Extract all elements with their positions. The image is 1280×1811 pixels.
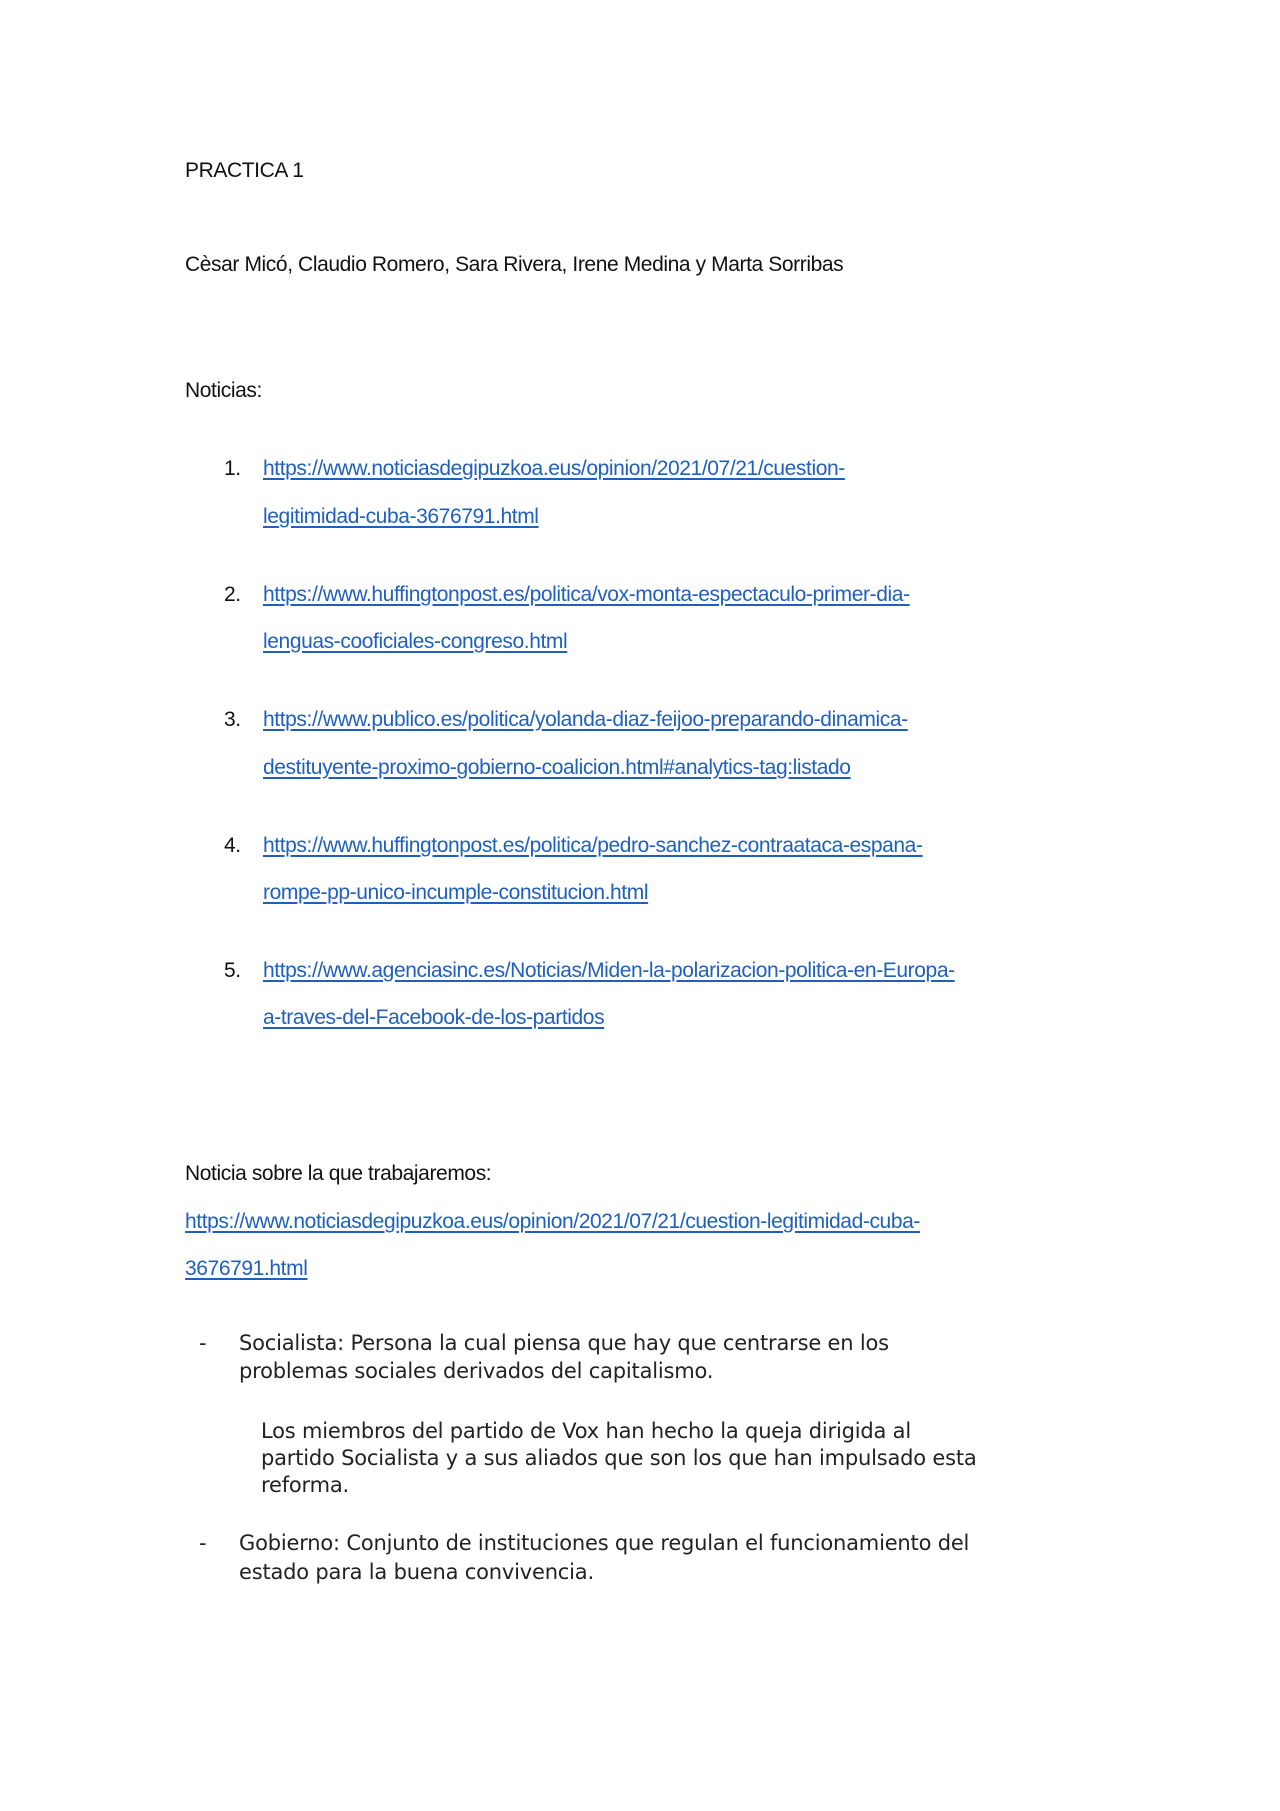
news-link-1-cont[interactable]: legitimidad-cuba-3676791.html (263, 505, 539, 528)
news-link-4[interactable]: https://www.huffingtonpost.es/politica/pedro-sanchez-contraataca-espana- (263, 834, 923, 857)
list-number: 3. (224, 708, 241, 731)
note-paragraph: Los miembros del partido de Vox han hecho la queja dirigida al (261, 1419, 911, 1443)
definition-socialista: Socialista: Persona la cual piensa que hay que centrarse en los (239, 1331, 889, 1355)
list-number: 4. (224, 834, 241, 857)
document-title: PRACTICA 1 (185, 159, 304, 182)
selected-news-link-cont[interactable]: 3676791.html (185, 1257, 308, 1280)
selected-news-link[interactable]: https://www.noticiasdegipuzkoa.eus/opinion/2021/07/21/cuestion-legitimidad-cuba- (185, 1210, 920, 1233)
bullet-dash: - (199, 1331, 207, 1355)
news-heading: Noticias: (185, 379, 262, 402)
news-link-2[interactable]: https://www.huffingtonpost.es/politica/vox-monta-espectaculo-primer-dia- (263, 583, 910, 606)
note-paragraph-cont: reforma. (261, 1473, 349, 1497)
bullet-dash: - (199, 1531, 207, 1555)
news-link-5-cont[interactable]: a-traves-del-Facebook-de-los-partidos (263, 1006, 605, 1029)
list-number: 5. (224, 959, 241, 982)
news-link-3[interactable]: https://www.publico.es/politica/yolanda-diaz-feijoo-preparando-dinamica- (263, 708, 908, 731)
news-link-4-cont[interactable]: rompe-pp-unico-incumple-constitucion.html (263, 881, 649, 904)
selected-news-heading: Noticia sobre la que trabajaremos: (185, 1162, 492, 1185)
definition-gobierno: Gobierno: Conjunto de instituciones que regulan el funcionamiento del (239, 1531, 970, 1555)
definition-gobierno-cont: estado para la buena convivencia. (239, 1560, 594, 1584)
news-link-2-cont[interactable]: lenguas-cooficiales-congreso.html (263, 630, 568, 653)
note-paragraph-cont: partido Socialista y a sus aliados que son los que han impulsado esta (261, 1446, 977, 1470)
news-link-5[interactable]: https://www.agenciasinc.es/Noticias/Miden-la-polarizacion-politica-en-Europa- (263, 959, 955, 982)
list-number: 1. (224, 457, 241, 480)
news-link-3-cont[interactable]: destituyente-proximo-gobierno-coalicion.html#analytics-tag:listado (263, 756, 851, 779)
definition-socialista-cont: problemas sociales derivados del capitalismo. (239, 1359, 714, 1383)
news-link-1[interactable]: https://www.noticiasdegipuzkoa.eus/opinion/2021/07/21/cuestion- (263, 457, 845, 480)
list-number: 2. (224, 583, 241, 606)
authors: Cèsar Micó, Claudio Romero, Sara Rivera, Irene Medina y Marta Sorribas (185, 253, 844, 276)
